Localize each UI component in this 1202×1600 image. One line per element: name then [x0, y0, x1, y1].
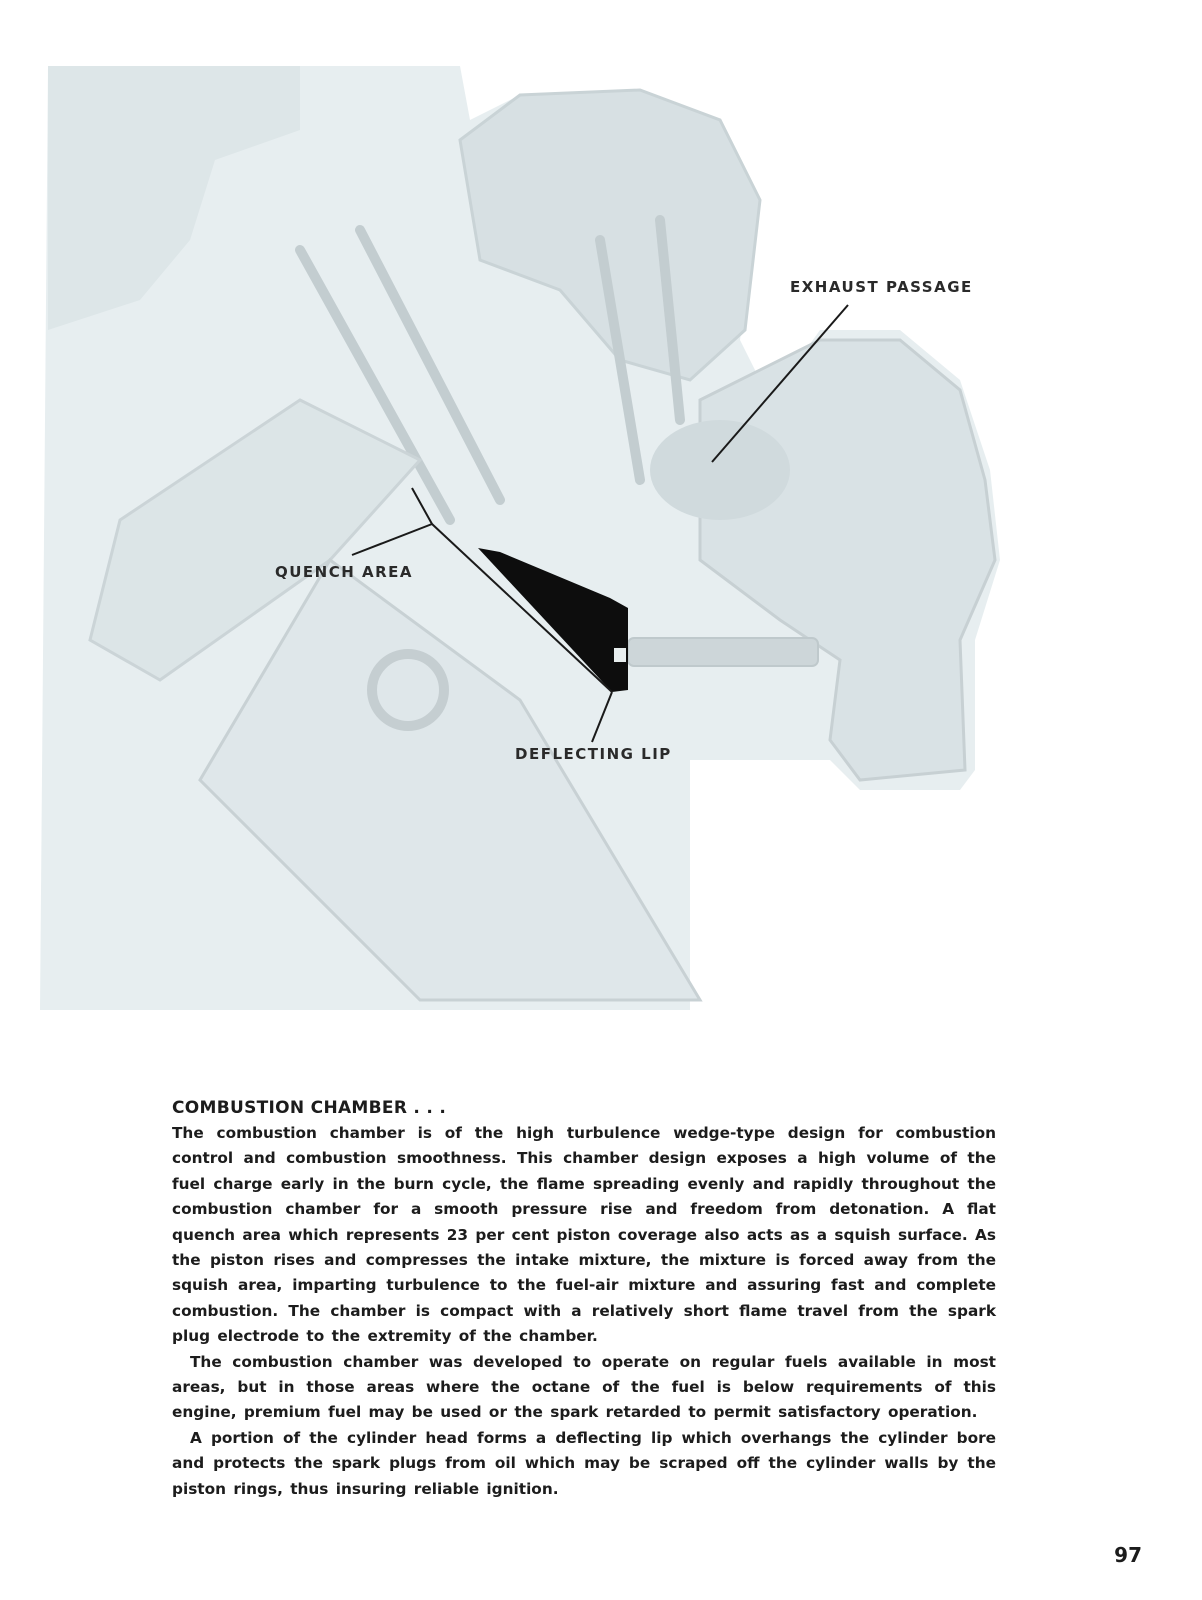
paragraph: A portion of the cylinder head forms a deflecting lip which overhangs the cylinder bore and protects the spark plugs from oil which may be scraped off the cylinder walls by the piston rings, thus insuring reliable ignition. — [172, 1428, 996, 1498]
deflecting-lip-label: DEFLECTING LIP — [515, 745, 672, 763]
exhaust-passage-label: EXHAUST PASSAGE — [790, 278, 973, 296]
spark-plug — [628, 638, 818, 666]
exhaust-port-opening — [650, 420, 790, 520]
paragraph: The combustion chamber is of the high turbulence wedge-type design for combustion control and combustion smoothness. This chamber design exposes a high volume of the fuel charge early in the burn cycle, the flame spreading evenly and rapidly throughout the combustion chamber for a smooth pressure rise and freedom from detonation. A flat quench area which represents 23 per cent piston coverage also acts as a squish surface. As the piston rises and compresses the intake mixture, the mixture is forced away from the squish area, imparting turbulence to the fuel-air mixture and assuring fast and complete combustion. The chamber is compact with a relatively short flame travel from the spark plug electrode to the extremity of the chamber. — [172, 1124, 996, 1346]
quench-area-label: QUENCH AREA — [275, 563, 414, 581]
page-number: 97 — [1114, 1543, 1142, 1567]
section-heading: COMBUSTION CHAMBER . . . — [172, 1098, 447, 1118]
paragraph: The combustion chamber was developed to operate on regular fuels available in most areas, but in those areas where the octane of the fuel is below requirements of this engine, premium fuel may be used or the spark retarded to permit satisfactory operation. — [172, 1352, 996, 1422]
spark-plug-electrode — [614, 648, 626, 662]
article-body — [172, 1095, 996, 1502]
